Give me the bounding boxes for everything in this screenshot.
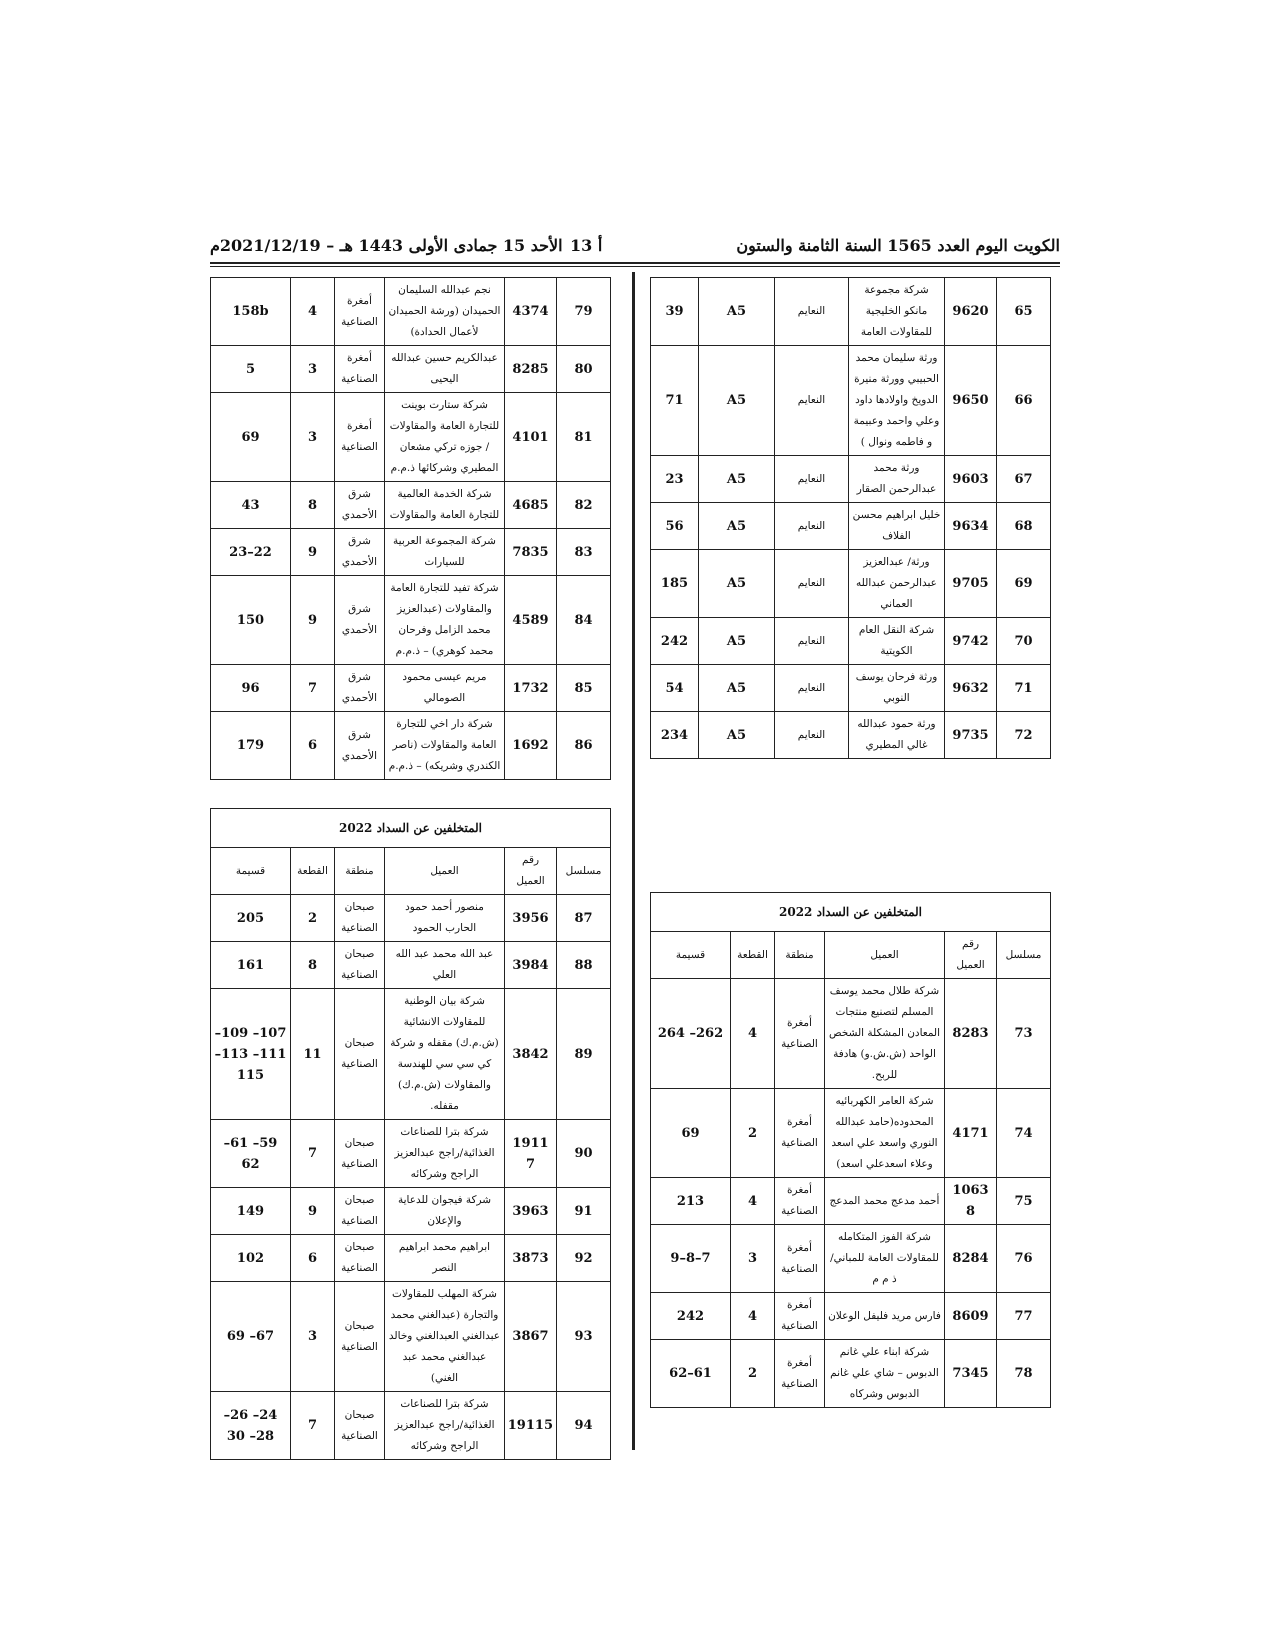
cell-plot: 7 bbox=[291, 1392, 335, 1460]
table-row bbox=[211, 529, 611, 576]
cell-client-no: 3984 bbox=[505, 942, 557, 989]
col-client: العميل bbox=[385, 848, 505, 895]
cell-area: شرق الأحمدي bbox=[335, 482, 385, 529]
cell-plot: 9 bbox=[291, 576, 335, 665]
table-row bbox=[211, 665, 611, 712]
table-row bbox=[211, 1120, 611, 1188]
table-left-bottom bbox=[210, 808, 611, 1460]
cell-client: شركة بيان الوطنية للمقاولات الانشائية (ش.م.ك) مقفله و شركة كي سي سي للهندسة والمقاولات (ش.م.ك) مقفله. bbox=[385, 989, 505, 1120]
cell-client-no: 9650 bbox=[945, 346, 997, 456]
table-right-top bbox=[650, 277, 1051, 759]
table-row bbox=[651, 665, 1051, 712]
column-divider bbox=[632, 272, 635, 1450]
cell-parcel: 158b bbox=[211, 278, 291, 346]
cell-client-no: 9634 bbox=[945, 503, 997, 550]
cell-area: أمغرة الصناعية bbox=[335, 346, 385, 393]
cell-parcel: 22–23 bbox=[211, 529, 291, 576]
cell-serial: 75 bbox=[997, 1178, 1051, 1225]
cell-serial: 89 bbox=[557, 989, 611, 1120]
cell-client: خليل ابراهيم محسن الفلاف bbox=[849, 503, 945, 550]
cell-serial: 65 bbox=[997, 278, 1051, 346]
cell-serial: 93 bbox=[557, 1282, 611, 1392]
cell-client: ورثة حمود عبدالله غالي المطيري bbox=[849, 712, 945, 759]
cell-parcel: 56 bbox=[651, 503, 699, 550]
cell-area: صبحان الصناعية bbox=[335, 1235, 385, 1282]
cell-parcel: 54 bbox=[651, 665, 699, 712]
cell-area: صبحان الصناعية bbox=[335, 895, 385, 942]
cell-parcel: 234 bbox=[651, 712, 699, 759]
cell-parcel: 39 bbox=[651, 278, 699, 346]
col-client: العميل bbox=[825, 932, 945, 979]
cell-plot: A5 bbox=[699, 665, 775, 712]
cell-plot: 4 bbox=[731, 1178, 775, 1225]
table-row bbox=[211, 1282, 611, 1392]
cell-parcel: 213 bbox=[651, 1178, 731, 1225]
cell-client-no: 9705 bbox=[945, 550, 997, 618]
cell-parcel: 23 bbox=[651, 456, 699, 503]
cell-plot: 3 bbox=[731, 1225, 775, 1293]
cell-parcel: 61–62 bbox=[651, 1340, 731, 1408]
cell-client-no: 4685 bbox=[505, 482, 557, 529]
cell-client-no: 1732 bbox=[505, 665, 557, 712]
cell-plot: 2 bbox=[731, 1089, 775, 1178]
cell-parcel: 5 bbox=[211, 346, 291, 393]
cell-client: شركة دار اخي للتجارة العامة والمقاولات (ناصر الكندري وشريكه) – ذ.م.م bbox=[385, 712, 505, 780]
cell-area: النعايم bbox=[775, 618, 849, 665]
col-parcel: قسيمة bbox=[211, 848, 291, 895]
cell-serial: 66 bbox=[997, 346, 1051, 456]
table-title: المتخلفين عن السداد 2022 bbox=[211, 809, 611, 848]
cell-client: شركة المهلب للمقاولات والتجارة (عبدالغني محمد عبدالغني العبدالغني وخالد عبدالغني محمد عبد الغني) bbox=[385, 1282, 505, 1392]
cell-area: النعايم bbox=[775, 712, 849, 759]
cell-area: أمغرة الصناعية bbox=[775, 1178, 825, 1225]
cell-area: صبحان الصناعية bbox=[335, 1188, 385, 1235]
cell-parcel: 242 bbox=[651, 618, 699, 665]
cell-client-no: 4101 bbox=[505, 393, 557, 482]
cell-client-no: 8283 bbox=[945, 979, 997, 1089]
cell-client-no: 1063 8 bbox=[945, 1178, 997, 1225]
table-row bbox=[211, 895, 611, 942]
cell-area: صبحان الصناعية bbox=[335, 1120, 385, 1188]
cell-client: شركة فيجوان للدعاية والإعلان bbox=[385, 1188, 505, 1235]
cell-serial: 77 bbox=[997, 1293, 1051, 1340]
table-row bbox=[211, 576, 611, 665]
table-row bbox=[651, 712, 1051, 759]
cell-plot: 9 bbox=[291, 1188, 335, 1235]
cell-plot: A5 bbox=[699, 346, 775, 456]
cell-client-no: 3963 bbox=[505, 1188, 557, 1235]
cell-plot: 4 bbox=[291, 278, 335, 346]
table-row bbox=[651, 1340, 1051, 1408]
cell-client: منصور أحمد حمود الحارب الحمود bbox=[385, 895, 505, 942]
header-page-number: أ 13 bbox=[570, 236, 603, 255]
page-header bbox=[210, 236, 1060, 258]
cell-serial: 67 bbox=[997, 456, 1051, 503]
cell-parcel: 107– 109– 111– 113– 115 bbox=[211, 989, 291, 1120]
cell-client: أحمد مدعج محمد المدعج bbox=[825, 1178, 945, 1225]
cell-client: شركة طلال محمد يوسف المسلم لتصنيع منتجات المعادن المشكلة الشخص الواحد (ش.ش.و) هادفة للربح. bbox=[825, 979, 945, 1089]
cell-serial: 91 bbox=[557, 1188, 611, 1235]
table-title: المتخلفين عن السداد 2022 bbox=[651, 893, 1051, 932]
cell-plot: A5 bbox=[699, 278, 775, 346]
cell-client: شركة ستارت بوينت للتجارة العامة والمقاولات / جوزه تركي مشعان المطيري وشركائها ذ.م.م bbox=[385, 393, 505, 482]
cell-client: شركة بترا للصناعات الغذائية/راجح عبدالعزيز الراجح وشركائه bbox=[385, 1120, 505, 1188]
cell-client-no: 1911 7 bbox=[505, 1120, 557, 1188]
cell-client: ورثة/ عبدالعزيز عبدالرحمن عبدالله العماني bbox=[849, 550, 945, 618]
cell-area: صبحان الصناعية bbox=[335, 989, 385, 1120]
table-row bbox=[651, 550, 1051, 618]
cell-parcel: 59– 61– 62 bbox=[211, 1120, 291, 1188]
cell-parcel: 96 bbox=[211, 665, 291, 712]
cell-serial: 80 bbox=[557, 346, 611, 393]
cell-parcel: 71 bbox=[651, 346, 699, 456]
table-row bbox=[651, 346, 1051, 456]
cell-client: شركة ابناء علي غانم الدبوس – شاي علي غانم الدبوس وشركاه bbox=[825, 1340, 945, 1408]
cell-client: عبدالكريم حسين عبدالله اليحيى bbox=[385, 346, 505, 393]
table-row bbox=[211, 482, 611, 529]
cell-client-no: 3873 bbox=[505, 1235, 557, 1282]
table-row bbox=[211, 989, 611, 1120]
col-serial: مسلسل bbox=[557, 848, 611, 895]
cell-client: ابراهيم محمد ابراهيم النصر bbox=[385, 1235, 505, 1282]
cell-client: شركة النقل العام الكويتية bbox=[849, 618, 945, 665]
cell-parcel: 69 bbox=[651, 1089, 731, 1178]
cell-client-no: 8284 bbox=[945, 1225, 997, 1293]
cell-area: أمغرة الصناعية bbox=[775, 979, 825, 1089]
cell-client: نجم عبدالله السليمان الحميدان (ورشة الحميدان لأعمال الحدادة) bbox=[385, 278, 505, 346]
cell-plot: 3 bbox=[291, 346, 335, 393]
table-row bbox=[651, 1089, 1051, 1178]
cell-parcel: 262– 264 bbox=[651, 979, 731, 1089]
col-plot: القطعة bbox=[291, 848, 335, 895]
cell-plot: A5 bbox=[699, 550, 775, 618]
cell-parcel: 43 bbox=[211, 482, 291, 529]
cell-parcel: 7–8–9 bbox=[651, 1225, 731, 1293]
cell-area: صبحان الصناعية bbox=[335, 1392, 385, 1460]
cell-client: شركة تفيد للتجارة العامة والمقاولات (عبدالعزيز محمد الزامل وفرحان محمد كوهري) – ذ.م.م bbox=[385, 576, 505, 665]
cell-area: أمغرة الصناعية bbox=[775, 1089, 825, 1178]
cell-client-no: 7345 bbox=[945, 1340, 997, 1408]
cell-client: ورثة محمد عبدالرحمن الصقار bbox=[849, 456, 945, 503]
cell-client: شركة العامر الكهربائيه المحدوده(حامد عبدالله النوري واسعد علي اسعد وعلاء اسعدعلي اسعد) bbox=[825, 1089, 945, 1178]
cell-serial: 84 bbox=[557, 576, 611, 665]
cell-client: شركة الفوز المتكامله للمقاولات العامة للمباني/ذ م م bbox=[825, 1225, 945, 1293]
cell-serial: 78 bbox=[997, 1340, 1051, 1408]
table-row bbox=[211, 278, 611, 346]
cell-plot: 2 bbox=[291, 895, 335, 942]
cell-area: النعايم bbox=[775, 665, 849, 712]
cell-plot: 4 bbox=[731, 979, 775, 1089]
cell-client-no: 1692 bbox=[505, 712, 557, 780]
table-row bbox=[651, 1293, 1051, 1340]
cell-client-no: 3842 bbox=[505, 989, 557, 1120]
cell-area: أمغرة الصناعية bbox=[775, 1293, 825, 1340]
table-row bbox=[211, 1392, 611, 1460]
cell-client-no: 9620 bbox=[945, 278, 997, 346]
cell-client: ورثة فرحان يوسف النوبي bbox=[849, 665, 945, 712]
cell-plot: A5 bbox=[699, 503, 775, 550]
cell-plot: 3 bbox=[291, 1282, 335, 1392]
cell-plot: 8 bbox=[291, 482, 335, 529]
cell-area: أمغرة الصناعية bbox=[775, 1225, 825, 1293]
cell-parcel: 150 bbox=[211, 576, 291, 665]
cell-parcel: 102 bbox=[211, 1235, 291, 1282]
cell-serial: 71 bbox=[997, 665, 1051, 712]
cell-client: شركة بترا للصناعات الغذائية/راجح عبدالعزيز الراجح وشركائه bbox=[385, 1392, 505, 1460]
header-rule bbox=[210, 262, 1060, 264]
cell-client: فارس مريد فليفل الوعلان bbox=[825, 1293, 945, 1340]
cell-area: شرق الأحمدي bbox=[335, 576, 385, 665]
cell-serial: 73 bbox=[997, 979, 1051, 1089]
cell-parcel: 69 bbox=[211, 393, 291, 482]
cell-area: أمغرة الصناعية bbox=[335, 393, 385, 482]
cell-serial: 72 bbox=[997, 712, 1051, 759]
cell-serial: 74 bbox=[997, 1089, 1051, 1178]
cell-area: شرق الأحمدي bbox=[335, 665, 385, 712]
cell-area: النعايم bbox=[775, 456, 849, 503]
cell-plot: 4 bbox=[731, 1293, 775, 1340]
cell-serial: 83 bbox=[557, 529, 611, 576]
cell-client: شركة الخدمة العالمية للتجارة العامة والمقاولات bbox=[385, 482, 505, 529]
header-rule-thin bbox=[210, 266, 1060, 267]
cell-plot: 6 bbox=[291, 1235, 335, 1282]
cell-parcel: 179 bbox=[211, 712, 291, 780]
cell-client: شركة مجموعة مانكو الخليجية للمقاولات العامة bbox=[849, 278, 945, 346]
table-row bbox=[211, 346, 611, 393]
cell-client: عبد الله محمد عبد الله العلي bbox=[385, 942, 505, 989]
cell-serial: 69 bbox=[997, 550, 1051, 618]
cell-client-no: 9632 bbox=[945, 665, 997, 712]
cell-serial: 92 bbox=[557, 1235, 611, 1282]
cell-parcel: 67– 69 bbox=[211, 1282, 291, 1392]
cell-plot: 7 bbox=[291, 1120, 335, 1188]
cell-client-no: 4589 bbox=[505, 576, 557, 665]
col-area: منطقة bbox=[335, 848, 385, 895]
cell-plot: 8 bbox=[291, 942, 335, 989]
cell-area: أمغرة الصناعية bbox=[335, 278, 385, 346]
cell-serial: 79 bbox=[557, 278, 611, 346]
cell-serial: 76 bbox=[997, 1225, 1051, 1293]
cell-plot: 7 bbox=[291, 665, 335, 712]
cell-parcel: 24– 26– 28– 30 bbox=[211, 1392, 291, 1460]
cell-area: النعايم bbox=[775, 503, 849, 550]
table-row bbox=[651, 1225, 1051, 1293]
table-left-top bbox=[210, 277, 611, 780]
table-row bbox=[651, 1178, 1051, 1225]
cell-area: صبحان الصناعية bbox=[335, 942, 385, 989]
cell-client-no: 9735 bbox=[945, 712, 997, 759]
cell-serial: 82 bbox=[557, 482, 611, 529]
table-row bbox=[651, 618, 1051, 665]
cell-serial: 87 bbox=[557, 895, 611, 942]
cell-serial: 70 bbox=[997, 618, 1051, 665]
cell-plot: 11 bbox=[291, 989, 335, 1120]
cell-area: النعايم bbox=[775, 550, 849, 618]
table-row bbox=[211, 393, 611, 482]
cell-area: شرق الأحمدي bbox=[335, 712, 385, 780]
cell-plot: A5 bbox=[699, 618, 775, 665]
cell-client-no: 7835 bbox=[505, 529, 557, 576]
col-area: منطقة bbox=[775, 932, 825, 979]
cell-client-no: 4171 bbox=[945, 1089, 997, 1178]
col-client-no: رقم العميل bbox=[505, 848, 557, 895]
table-row bbox=[651, 503, 1051, 550]
cell-area: شرق الأحمدي bbox=[335, 529, 385, 576]
cell-client-no: 9603 bbox=[945, 456, 997, 503]
cell-plot: 3 bbox=[291, 393, 335, 482]
cell-parcel: 205 bbox=[211, 895, 291, 942]
header-date: الأحد 15 جمادى الأولى 1443 هـ – 2021/12/19م bbox=[210, 236, 563, 255]
table-row bbox=[651, 278, 1051, 346]
cell-parcel: 185 bbox=[651, 550, 699, 618]
cell-area: النعايم bbox=[775, 346, 849, 456]
table-row bbox=[651, 456, 1051, 503]
cell-plot: 2 bbox=[731, 1340, 775, 1408]
cell-serial: 68 bbox=[997, 503, 1051, 550]
cell-area: صبحان الصناعية bbox=[335, 1282, 385, 1392]
col-parcel: قسيمة bbox=[651, 932, 731, 979]
cell-serial: 88 bbox=[557, 942, 611, 989]
cell-plot: A5 bbox=[699, 712, 775, 759]
cell-client-no: 8285 bbox=[505, 346, 557, 393]
cell-area: النعايم bbox=[775, 278, 849, 346]
table-row bbox=[211, 712, 611, 780]
col-plot: القطعة bbox=[731, 932, 775, 979]
cell-plot: A5 bbox=[699, 456, 775, 503]
cell-serial: 85 bbox=[557, 665, 611, 712]
cell-serial: 90 bbox=[557, 1120, 611, 1188]
table-right-bottom bbox=[650, 892, 1051, 1408]
cell-client-no: 3956 bbox=[505, 895, 557, 942]
cell-client-no: 3867 bbox=[505, 1282, 557, 1392]
header-publication: الكويت اليوم العدد 1565 السنة الثامنة والستون bbox=[736, 236, 1060, 255]
table-row bbox=[211, 942, 611, 989]
cell-client-no: 8609 bbox=[945, 1293, 997, 1340]
table-row bbox=[211, 1235, 611, 1282]
cell-client: شركة المجموعة العربية للسيارات bbox=[385, 529, 505, 576]
cell-plot: 6 bbox=[291, 712, 335, 780]
cell-parcel: 149 bbox=[211, 1188, 291, 1235]
cell-serial: 94 bbox=[557, 1392, 611, 1460]
cell-client: ورثة سليمان محمد الحبيبي وورثة منيرة الدويخ واولادها داود وعلي واحمد وعبيمة و فاطمه ونوال ) bbox=[849, 346, 945, 456]
cell-serial: 81 bbox=[557, 393, 611, 482]
cell-client-no: 4374 bbox=[505, 278, 557, 346]
cell-client: مريم عيسى محمود الصومالي bbox=[385, 665, 505, 712]
cell-client-no: 19115 bbox=[505, 1392, 557, 1460]
cell-parcel: 242 bbox=[651, 1293, 731, 1340]
cell-client-no: 9742 bbox=[945, 618, 997, 665]
table-row bbox=[651, 979, 1051, 1089]
col-serial: مسلسل bbox=[997, 932, 1051, 979]
col-client-no: رقم العميل bbox=[945, 932, 997, 979]
cell-parcel: 161 bbox=[211, 942, 291, 989]
cell-plot: 9 bbox=[291, 529, 335, 576]
cell-serial: 86 bbox=[557, 712, 611, 780]
cell-area: أمغرة الصناعية bbox=[775, 1340, 825, 1408]
table-row bbox=[211, 1188, 611, 1235]
